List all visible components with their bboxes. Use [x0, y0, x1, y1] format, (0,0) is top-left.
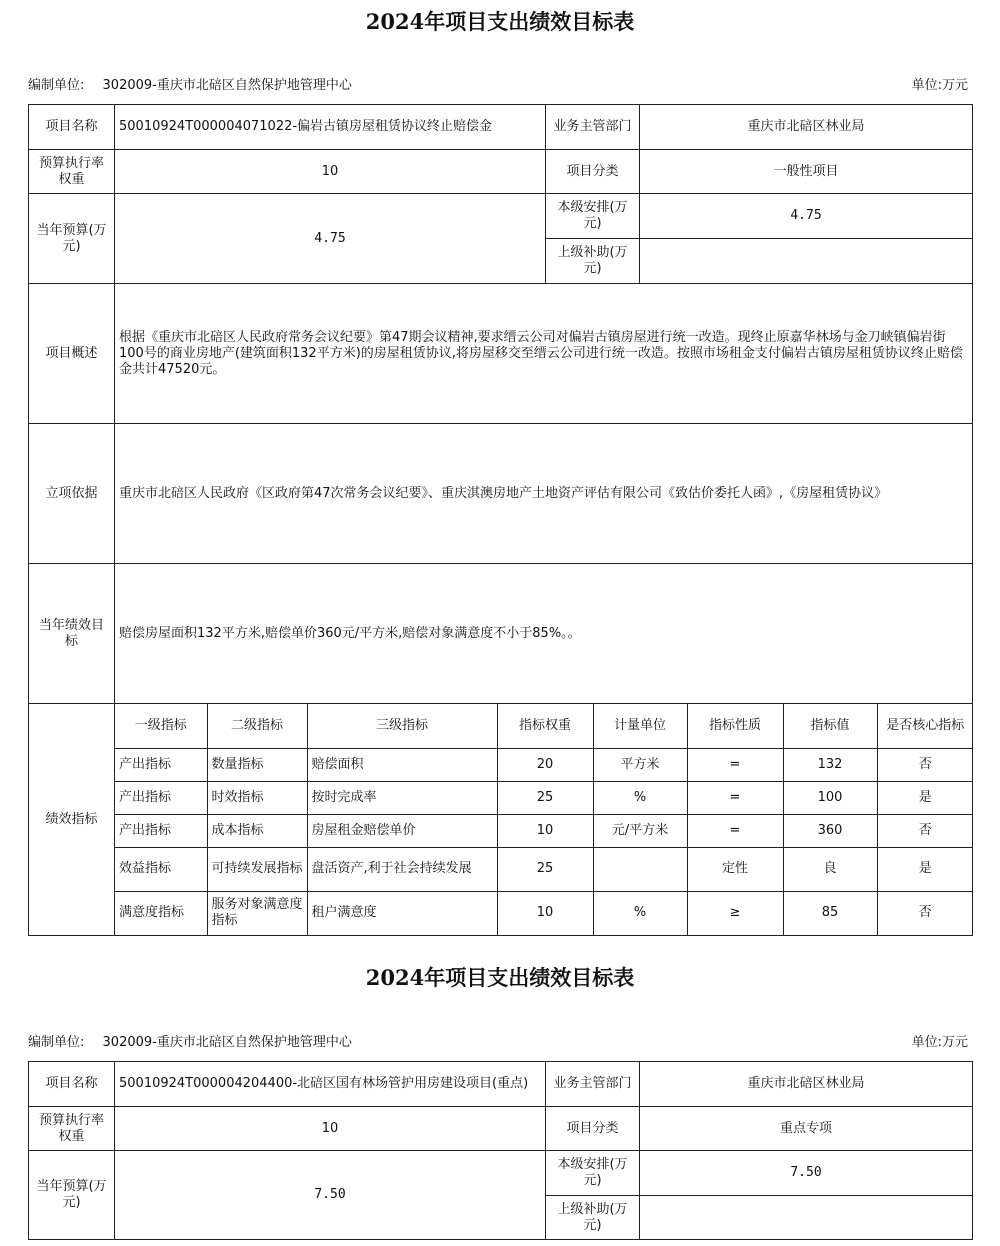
unit-label: 编制单位: [28, 78, 85, 93]
overview-text: 根据《重庆市北碚区人民政府常务会议纪要》第47期会议精神,要求缙云公司对偏岩古镇房屋进行统一改造。现终止原嘉华林场与金刀峡镇偏岩街100号的商业房地产(建筑面积132平方米)的房屋租赁协议,将房屋移交至缙云公司进行统一改造。按照市场租金支付偏岩古镇房屋租赁协议终止赔偿金共计47520元。 [115, 284, 973, 424]
basis-label: 立项依据 [29, 424, 115, 564]
perf-cell-l2: 数量指标 [207, 748, 307, 781]
page-title: 2024年项目支出绩效目标表 [365, 9, 635, 34]
perf-cell-l1: 产出指标 [115, 814, 207, 847]
perf-cell-nature: 定性 [687, 847, 783, 891]
goal-text: 赔偿房屋面积132平方米,赔偿单价360元/平方米,赔偿对象满意度不小于85%。。 [115, 564, 973, 704]
perf-cell-core: 否 [877, 748, 973, 781]
perf-header: 二级指标 [207, 704, 307, 748]
category-label: 项目分类 [546, 150, 640, 194]
perf-cell-nature: = [687, 781, 783, 814]
category-value: 重点专项 [640, 1107, 973, 1151]
meta-row [28, 74, 972, 93]
perf-cell-value: 360 [783, 814, 877, 847]
perf-cell-core: 否 [877, 891, 973, 935]
perf-cell-value: 85 [783, 891, 877, 935]
perf-cell-value: 132 [783, 748, 877, 781]
budget-value: 7.50 [115, 1151, 546, 1240]
perf-header: 计量单位 [593, 704, 687, 748]
basis-text: 重庆市北碚区人民政府《区政府第47次常务会议纪要》、重庆淇澳房地产土地资产评估有限公司《致估价委托人函》,《房屋租赁协议》 [115, 424, 973, 564]
perf-cell-weight: 20 [497, 748, 593, 781]
subsidy-value [640, 1196, 973, 1240]
perf-cell-nature: ≥ [687, 891, 783, 935]
dept-label: 业务主管部门 [546, 105, 640, 150]
local-label: 本级安排(万元) [546, 194, 640, 239]
perf-header: 是否核心指标 [877, 704, 973, 748]
budget-value: 4.75 [115, 194, 546, 284]
perf-cell-l3: 按时完成率 [307, 781, 497, 814]
perf-header: 指标权重 [497, 704, 593, 748]
perf-cell-l2: 可持续发展指标 [207, 847, 307, 891]
perf-cell-core: 是 [877, 847, 973, 891]
perf-cell-l2: 时效指标 [207, 781, 307, 814]
unit-value: 302009-重庆市北碚区自然保护地管理中心 [102, 78, 352, 93]
perf-cell-l1: 产出指标 [115, 748, 207, 781]
perf-header: 指标值 [783, 704, 877, 748]
dept-label: 业务主管部门 [546, 1062, 640, 1107]
local-value: 7.50 [640, 1151, 973, 1196]
subsidy-value [640, 239, 973, 284]
perf-cell-value: 良 [783, 847, 877, 891]
perf-cell-l1: 满意度指标 [115, 891, 207, 935]
perf-cell-weight: 10 [497, 891, 593, 935]
table-row [115, 814, 973, 847]
perf-cell-weight: 10 [497, 814, 593, 847]
weight-value: 10 [115, 150, 546, 194]
project-name: 50010924T000004204400-北碚区国有林场管护用房建设项目(重点) [115, 1062, 546, 1107]
project-name: 50010924T000004071022-偏岩古镇房屋租赁协议终止赔偿金 [115, 105, 546, 150]
perf-cell-core: 是 [877, 781, 973, 814]
overview-label: 项目概述 [29, 284, 115, 424]
dept-value: 重庆市北碚区林业局 [640, 105, 973, 150]
perf-cell-l2: 服务对象满意度指标 [207, 891, 307, 935]
perf-cell-unit [593, 847, 687, 891]
perf-cell-l1: 效益指标 [115, 847, 207, 891]
perf-cell [115, 704, 973, 936]
perf-cell-l3: 盘活资产,利于社会持续发展 [307, 847, 497, 891]
perf-cell-nature: = [687, 748, 783, 781]
perf-cell-l2: 成本指标 [207, 814, 307, 847]
perf-header: 一级指标 [115, 704, 207, 748]
budget-table [28, 104, 973, 936]
perf-cell-unit: 元/平方米 [593, 814, 687, 847]
meta-row [28, 1031, 972, 1050]
budget-label: 当年预算(万元) [29, 194, 115, 284]
dept-value: 重庆市北碚区林业局 [640, 1062, 973, 1107]
currency-label: 单位:万元 [911, 1035, 968, 1050]
local-value: 4.75 [640, 194, 973, 239]
page-title: 2024年项目支出绩效目标表 [365, 965, 635, 990]
category-value: 一般性项目 [640, 150, 973, 194]
perf-cell-l3: 赔偿面积 [307, 748, 497, 781]
weight-value: 10 [115, 1107, 546, 1151]
perf-table [115, 704, 973, 935]
perf-cell-nature: = [687, 814, 783, 847]
perf-cell-core: 否 [877, 814, 973, 847]
project-name-label: 项目名称 [29, 105, 115, 150]
perf-cell-unit: % [593, 781, 687, 814]
weight-label: 预算执行率权重 [29, 150, 115, 194]
perf-label: 绩效指标 [29, 704, 115, 936]
unit-label: 编制单位: [28, 1035, 85, 1050]
project-name-label: 项目名称 [29, 1062, 115, 1107]
table-row [115, 891, 973, 935]
table-row [115, 748, 973, 781]
goal-label: 当年绩效目标 [29, 564, 115, 704]
perf-cell-l1: 产出指标 [115, 781, 207, 814]
subsidy-label: 上级补助(万元) [546, 1196, 640, 1240]
table-row [115, 847, 973, 891]
perf-cell-unit: 平方米 [593, 748, 687, 781]
perf-cell-value: 100 [783, 781, 877, 814]
perf-cell-unit: % [593, 891, 687, 935]
budget-table [28, 1061, 973, 1240]
subsidy-label: 上级补助(万元) [546, 239, 640, 284]
budget-label: 当年预算(万元) [29, 1151, 115, 1240]
perf-header: 指标性质 [687, 704, 783, 748]
category-label: 项目分类 [546, 1107, 640, 1151]
currency-label: 单位:万元 [911, 78, 968, 93]
perf-cell-l3: 租户满意度 [307, 891, 497, 935]
perf-cell-l3: 房屋租金赔偿单价 [307, 814, 497, 847]
local-label: 本级安排(万元) [546, 1151, 640, 1196]
table-row [115, 781, 973, 814]
perf-cell-weight: 25 [497, 847, 593, 891]
weight-label: 预算执行率权重 [29, 1107, 115, 1151]
unit-value: 302009-重庆市北碚区自然保护地管理中心 [102, 1035, 352, 1050]
perf-header: 三级指标 [307, 704, 497, 748]
perf-cell-weight: 25 [497, 781, 593, 814]
